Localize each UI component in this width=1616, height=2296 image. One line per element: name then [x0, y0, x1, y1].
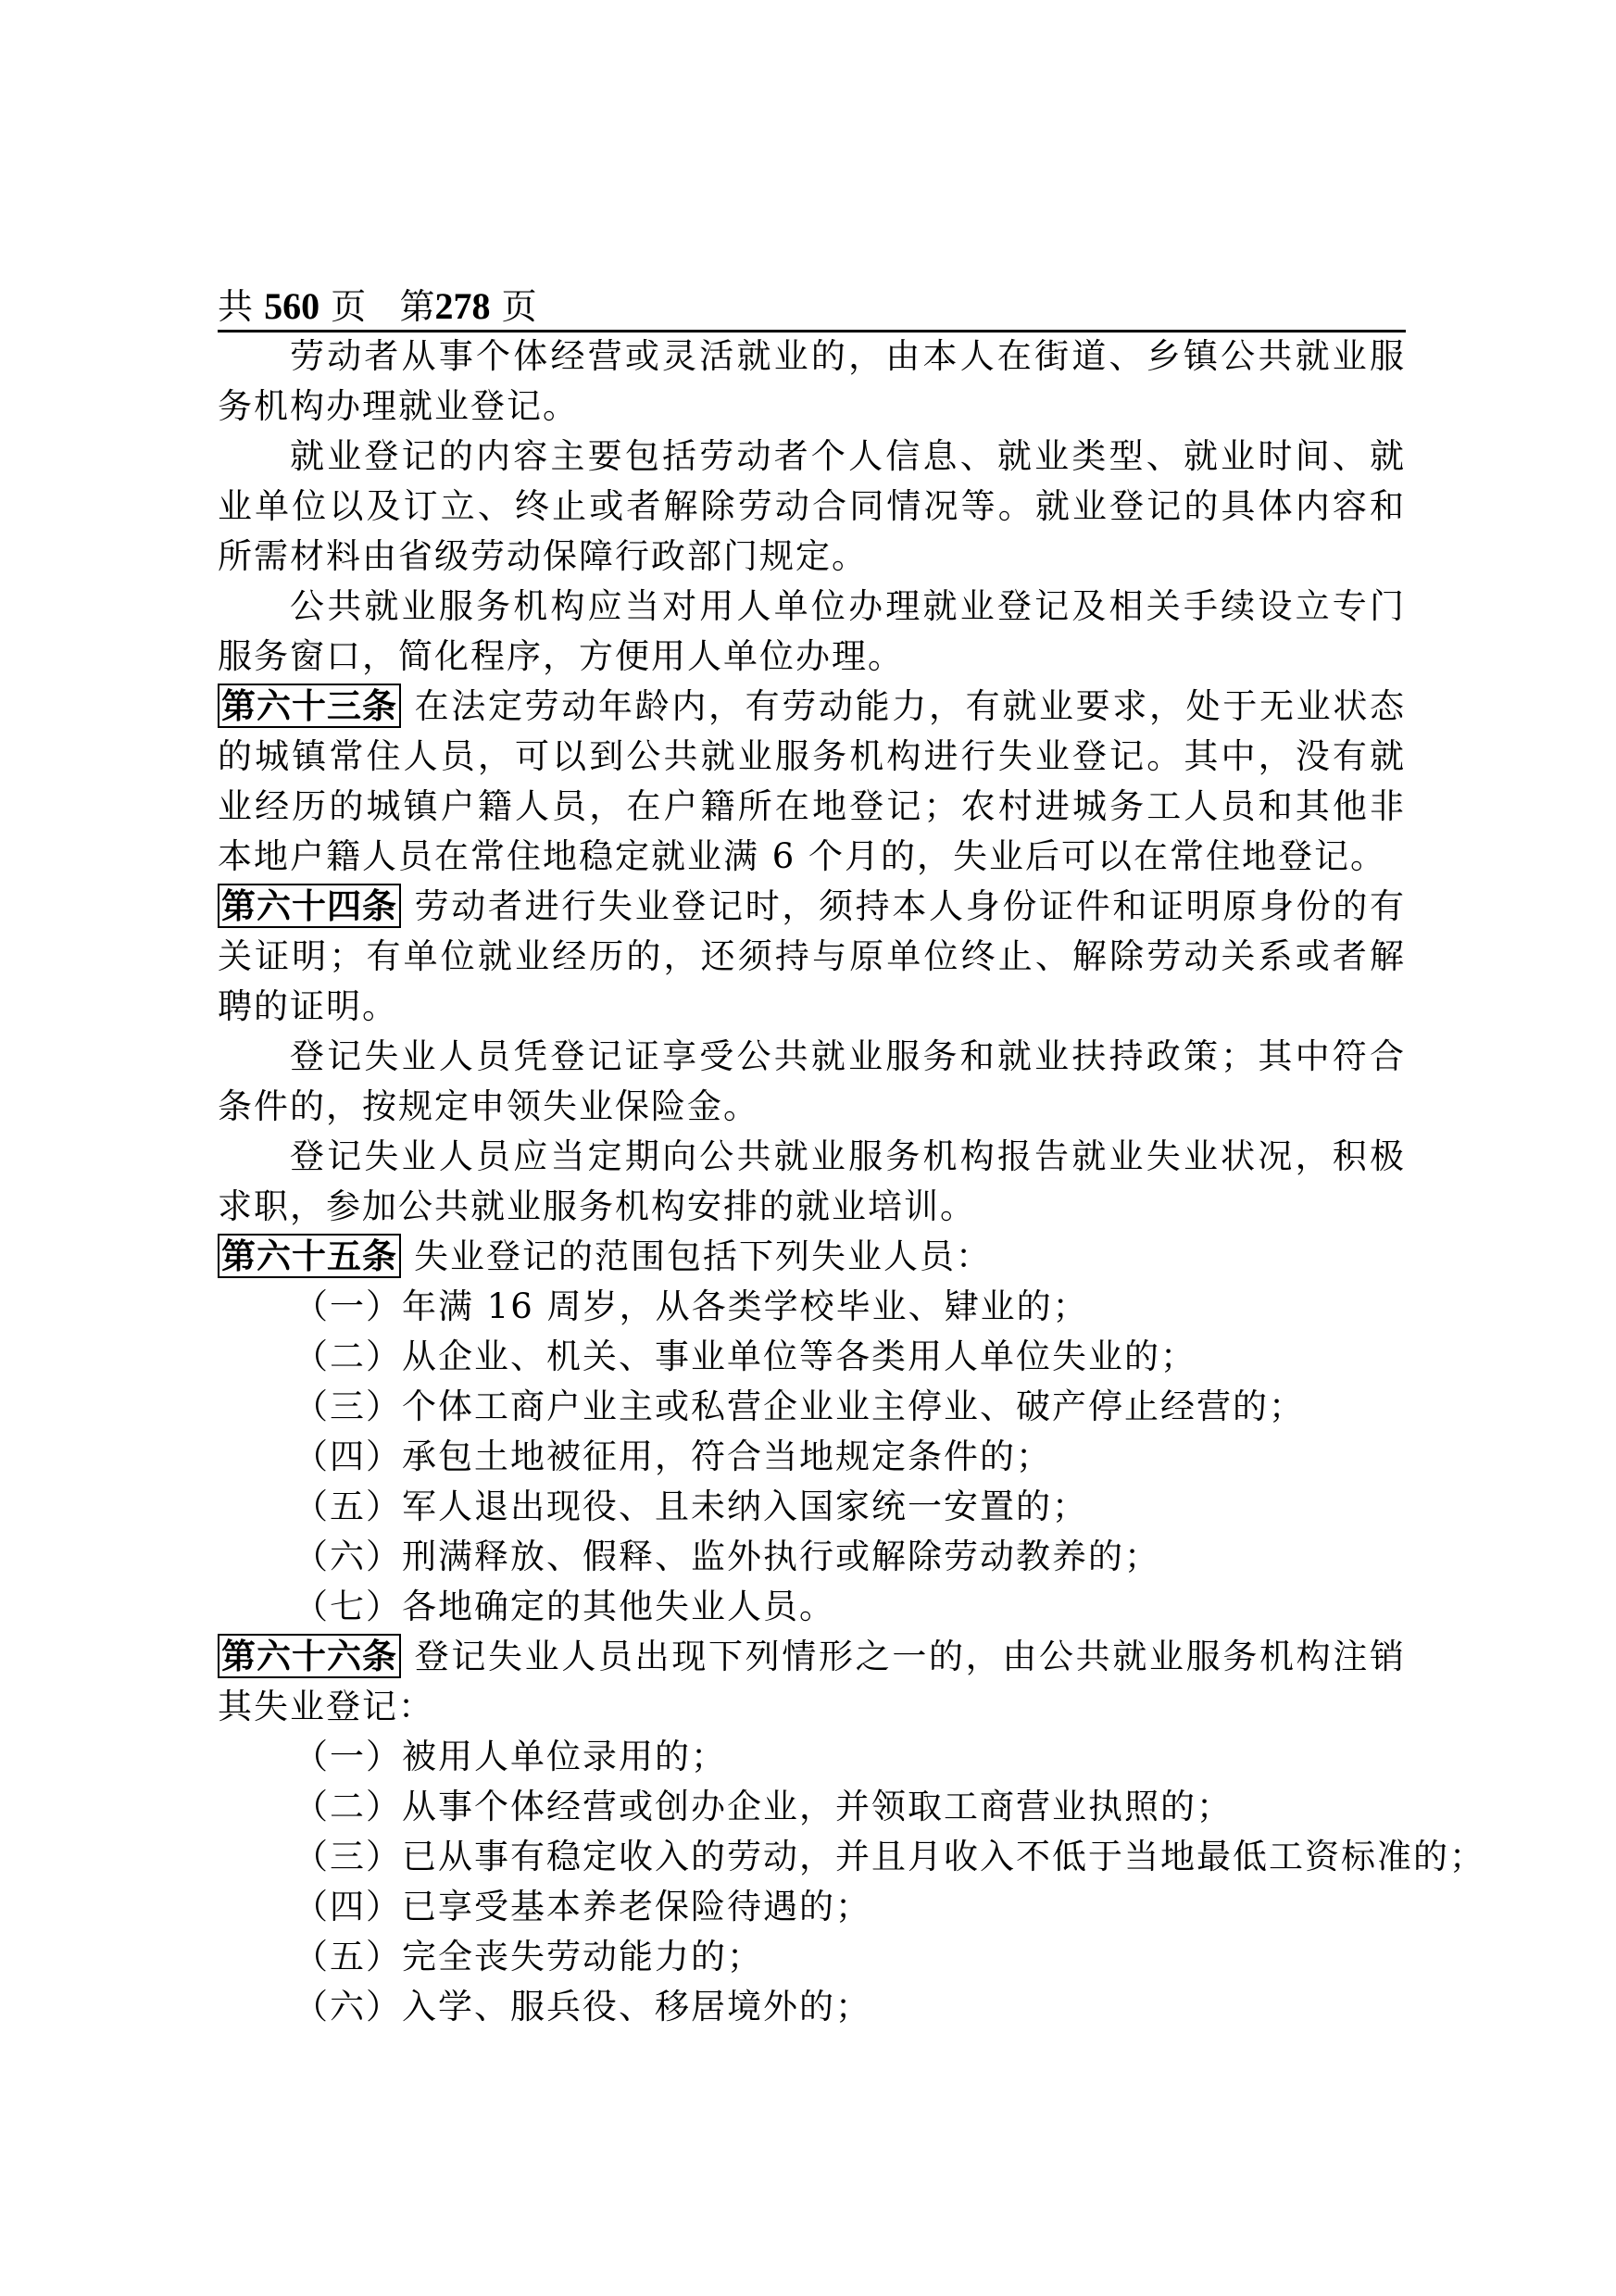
article-64-label: 第六十四条: [218, 884, 401, 928]
list-item: （二）从企业、机关、事业单位等各类用人单位失业的；: [294, 1336, 1196, 1376]
article-66-label: 第六十六条: [218, 1634, 401, 1678]
list-item: （三）个体工商户业主或私营企业业主停业、破产停止经营的；: [294, 1386, 1305, 1426]
list-item: （四）已享受基本养老保险待遇的；: [294, 1887, 871, 1926]
article-64-text: 劳动者进行失业登记时，须持本人身份证件和证明原身份的有关证明；有单位就业经历的，还须持与原单位终止、解除劳动关系或者解聘的证明。: [218, 886, 1406, 1026]
paragraph-3: 公共就业服务机构应当对用人单位办理就业登记及相关手续设立专门服务窗口，简化程序，方便用人单位办理。: [218, 586, 1406, 676]
total-suffix: 页: [331, 286, 367, 327]
article-65: [218, 1232, 1406, 1282]
list-item: （五）军人退出现役、且未纳入国家统一安置的；: [294, 1487, 1088, 1526]
current-suffix: 页: [501, 286, 537, 327]
paragraph-1: 劳动者从事个体经营或灵活就业的，由本人在街道、乡镇公共就业服务机构办理就业登记。: [218, 336, 1406, 426]
total-pages: 560: [264, 285, 320, 327]
list-item: （二）从事个体经营或创办企业，并领取工商营业执照的；: [294, 1787, 1233, 1826]
paragraph-5: 登记失业人员应当定期向公共就业服务机构报告就业失业状况，积极求职，参加公共就业服务机构安排的就业培训。: [218, 1136, 1406, 1226]
list-item: （六）刑满释放、假释、监外执行或解除劳动教养的；: [294, 1537, 1160, 1576]
current-page: 278: [434, 285, 491, 327]
list-item: （一）年满 16 周岁，从各类学校毕业、肄业的；: [294, 1286, 1089, 1326]
article-65-label: 第六十五条: [218, 1234, 401, 1278]
article-63: [218, 682, 1406, 882]
list-item: （六）入学、服兵役、移居境外的；: [294, 1987, 871, 2026]
document-body: [218, 332, 1485, 2032]
list-item: （一）被用人单位录用的；: [294, 1737, 727, 1776]
article-66: [218, 1632, 1406, 1732]
list-item: （五）完全丧失劳动能力的；: [294, 1937, 763, 1976]
article-65-text: 失业登记的范围包括下列失业人员：: [414, 1236, 992, 1276]
list-item: （七）各地确定的其他失业人员。: [294, 1587, 835, 1626]
article-63-label: 第六十三条: [218, 684, 401, 728]
paragraph-4: 登记失业人员凭登记证享受公共就业服务和就业扶持政策；其中符合条件的，按规定申领失业保险金。: [218, 1036, 1406, 1126]
article-64: [218, 882, 1406, 1032]
total-prefix: 共: [218, 286, 254, 327]
list-item: （四）承包土地被征用，符合当地规定条件的；: [294, 1437, 1052, 1476]
article-63-text: 在法定劳动年龄内，有劳动能力，有就业要求，处于无业状态的城镇常住人员，可以到公共就业服务机构进行失业登记。其中，没有就业经历的城镇户籍人员，在户籍所在地登记；农村进城务工人员和其他非本地户籍人员在常住地稳定就业满 6 个月的，失业后可以在常住地登记。: [218, 686, 1406, 876]
page-header: [218, 285, 1406, 332]
article-66-text: 登记失业人员出现下列情形之一的，由公共就业服务机构注销其失业登记：: [218, 1637, 1406, 1726]
list-item: （三）已从事有稳定收入的劳动，并且月收入不低于当地最低工资标准的；: [294, 1837, 1485, 1876]
current-prefix: 第: [399, 286, 435, 327]
paragraph-2: 就业登记的内容主要包括劳动者个人信息、就业类型、就业时间、就业单位以及订立、终止或者解除劳动合同情况等。就业登记的具体内容和所需材料由省级劳动保障行政部门规定。: [218, 436, 1406, 576]
